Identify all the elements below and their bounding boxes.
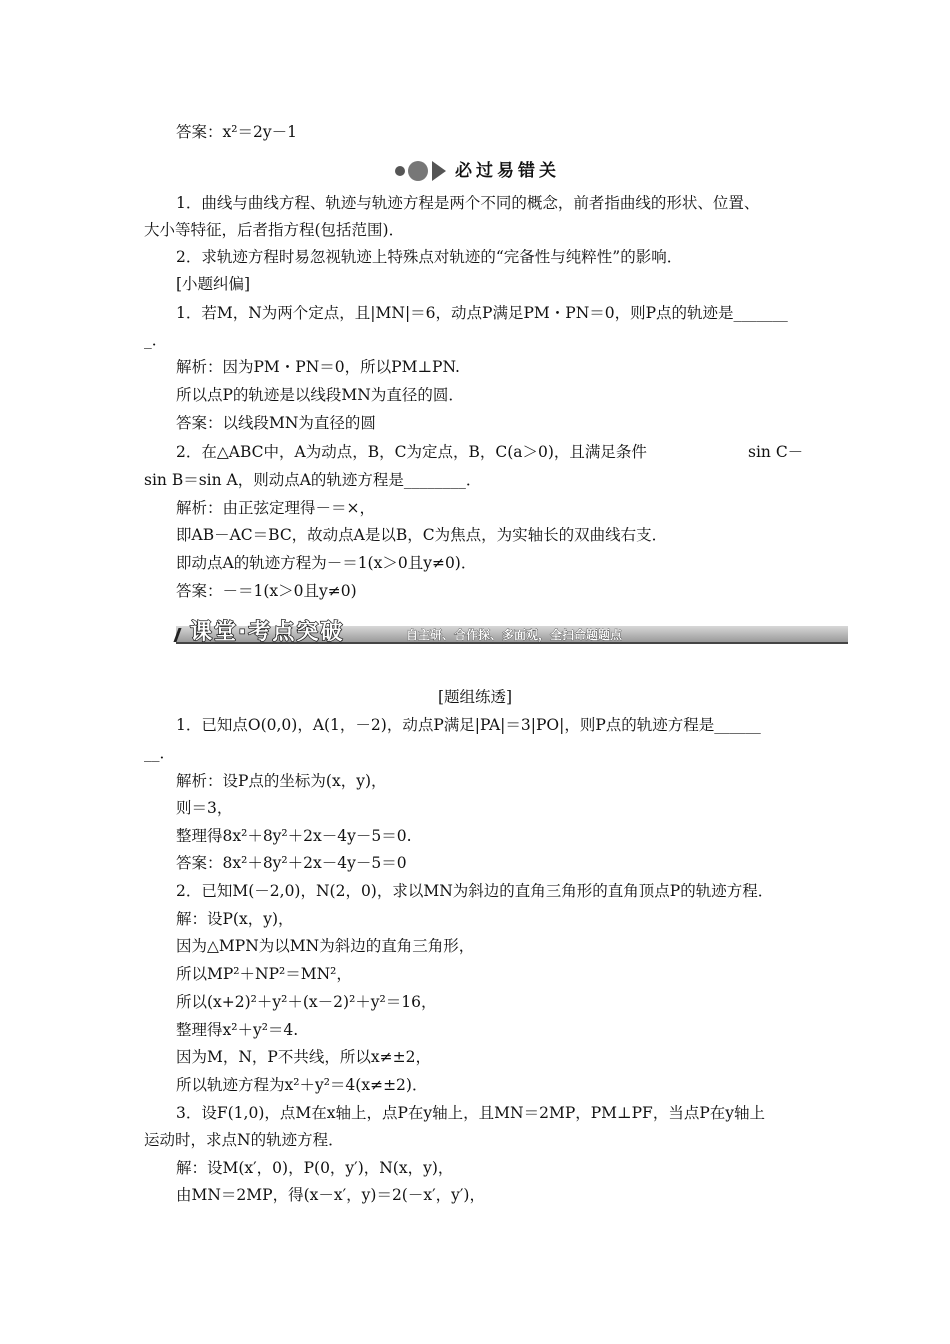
solution-line: 即AB－AC＝BC，故动点A是以B，C为焦点，为实轴长的双曲线右支．	[176, 526, 668, 544]
solution-line: 由MN＝2MP，得(x－x′，y)＝2(－x′，y′)，	[176, 1186, 485, 1204]
solution-line: 所以轨迹方程为x²＋y²＝4(x≠±2)．	[176, 1076, 428, 1094]
banner-title: 必过易错关	[455, 161, 560, 181]
banner-title: 课堂·考点突破	[190, 620, 345, 645]
question-cont: sin B＝sin A，则动点A的轨迹方程是________．	[144, 471, 482, 489]
question: 2．在△ABC中，A为动点，B，C为定点，B，C(a＞0)，且满足条件	[176, 443, 647, 461]
section-banner-pitfalls	[395, 158, 595, 184]
question: 2．已知M(－2,0)，N(2，0)，求以MN为斜边的直角三角形的直角顶点P的轨迹方程．	[176, 882, 774, 900]
banner-subtitle: 自主研、合作探、多面观，全扫命题题点	[406, 628, 623, 642]
large-dot-icon	[408, 161, 428, 181]
small-dot-icon	[395, 166, 405, 176]
answer-line: 答案：－＝1(x＞0且y≠0)	[176, 582, 357, 600]
answer-line: 答案：以线段MN为直径的圆	[176, 414, 376, 432]
solution-line: 整理得8x²＋8y²＋2x－4y－5＝0.	[176, 827, 412, 845]
solution-line: 解：设P(x，y)，	[176, 910, 294, 928]
solution-line: 解析：因为PM・PN＝0，所以PM⊥PN.	[176, 358, 460, 376]
question: 3．设F(1,0)，点M在x轴上，点P在y轴上，且MN＝2MP，PM⊥PF，当点P在y轴上	[176, 1104, 766, 1122]
solution-line: 所以MP²＋NP²＝MN²，	[176, 965, 352, 983]
question-cont: _．	[144, 331, 168, 349]
solution-line: 整理得x²＋y²＝4.	[176, 1021, 299, 1039]
solution-line: 因为△MPN为以MN为斜边的直角三角形，	[176, 937, 475, 955]
solution-line: 解析：由正弦定理得－＝×，	[176, 499, 375, 517]
section-banner-classroom	[176, 618, 848, 648]
solution-line: 解析：设P点的坐标为(x，y)，	[176, 772, 387, 790]
paragraph: 1．曲线与曲线方程、轨迹与轨迹方程是两个不同的概念，前者指曲线的形状、位置、	[176, 194, 760, 212]
paragraph: 大小等特征，后者指方程(包括范围)．	[144, 221, 405, 239]
subheading: [小题纠偏]	[176, 275, 251, 293]
answer-line: 答案：x²＝2y－1	[176, 123, 297, 141]
question-cont: __．	[144, 744, 176, 762]
question-tail: sin C－	[748, 443, 804, 461]
question: 1．已知点O(0,0)，A(1，－2)，动点P满足|PA|＝3|PO|，则P点的轨迹方程是______	[176, 716, 761, 734]
group-title: [题组练透]	[437, 688, 513, 706]
arrow-icon	[432, 161, 446, 181]
paragraph: 2．求轨迹方程时易忽视轨迹上特殊点对轨迹的“完备性与纯粹性”的影响．	[176, 248, 683, 266]
solution-line: 即动点A的轨迹方程为－＝1(x＞0且y≠0)．	[176, 554, 477, 572]
solution-line: 因为M，N，P不共线，所以x≠±2，	[176, 1048, 431, 1066]
solution-line: 解：设M(x′，0)，P(0，y′)，N(x，y)，	[176, 1159, 454, 1177]
answer-line: 答案：8x²＋8y²＋2x－4y－5＝0	[176, 854, 407, 872]
solution-line: 则＝3，	[176, 799, 233, 817]
solution-line: 所以(x+2)²＋y²＋(x－2)²＋y²＝16，	[176, 993, 437, 1011]
question-cont: 运动时，求点N的轨迹方程．	[144, 1131, 344, 1149]
question: 1．若M，N为两个定点，且|MN|＝6，动点P满足PM・PN＝0，则P点的轨迹是_______	[176, 304, 788, 322]
solution-line: 所以点P的轨迹是以线段MN为直径的圆．	[176, 386, 464, 404]
